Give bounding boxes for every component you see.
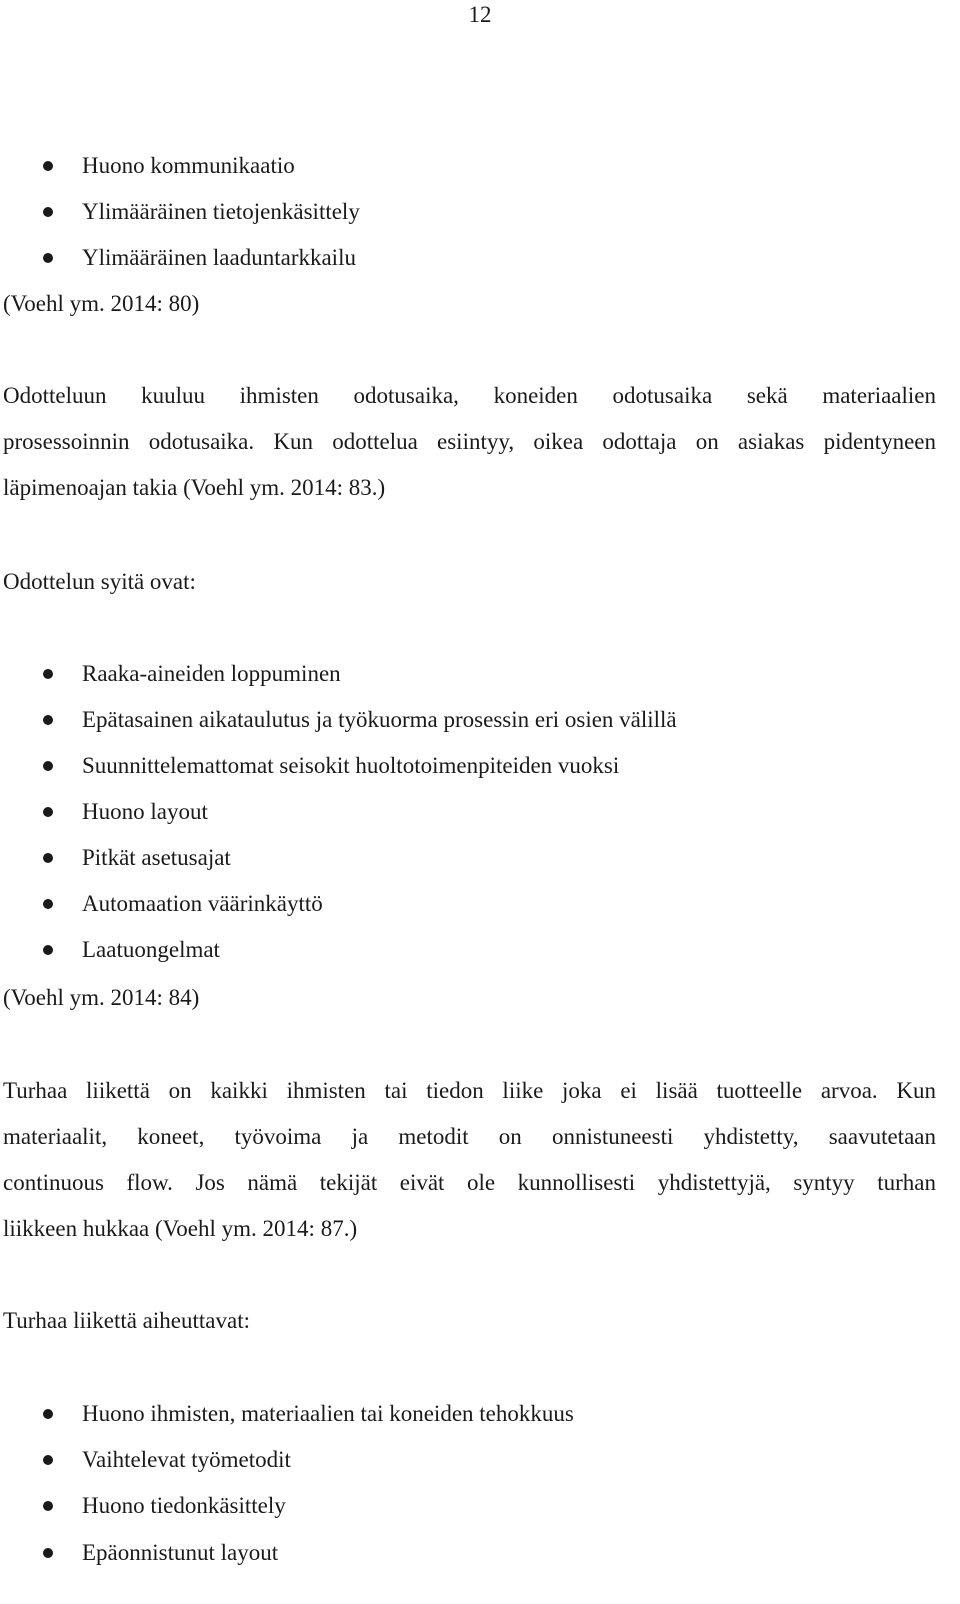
bullet-icon [43,1455,53,1465]
list-item-text: Epätasainen aikataulutus ja työkuorma prosessin eri osien välillä [82,707,677,732]
citation: (Voehl ym. 2014: 80) [3,291,200,316]
list-item-text: Huono tiedonkäsittely [82,1493,286,1518]
bullet-icon [43,161,53,171]
list-item-text: Raaka-aineiden loppuminen [82,661,341,686]
bullet-icon [43,853,53,863]
citation: (Voehl ym. 2014: 84) [3,985,200,1010]
bullet-icon [43,761,53,771]
list-item-text: Suunnittelemattomat seisokit huoltotoimenpiteiden vuoksi [82,753,620,778]
paragraph-line: läpimenoajan takia (Voehl ym. 2014: 83.) [3,475,386,500]
bullet-icon [43,945,53,955]
bullet-icon [43,1548,53,1558]
list-item-text: Vaihtelevat työmetodit [82,1447,291,1472]
list-item-text: Automaation väärinkäyttö [82,891,323,916]
section-heading: Odottelun syitä ovat: [3,569,196,594]
list-item-text: Huono ihmisten, materiaalien tai koneiden tehokkuus [82,1401,574,1426]
paragraph-line: continuous flow. Jos nämä tekijät eivät ole kunnollisesti yhdistettyjä, syntyy turhan [3,1170,936,1195]
list-item-text: Ylimääräinen tietojenkäsittely [82,199,360,224]
bullet-icon [43,715,53,725]
list-item-text: Ylimääräinen laaduntarkkailu [82,245,356,270]
bullet-icon [43,1501,53,1511]
bullet-icon [43,1409,53,1419]
bullet-icon [43,207,53,217]
bullet-icon [43,807,53,817]
list-item-text: Huono layout [82,799,208,824]
paragraph-line: prosessoinnin odotusaika. Kun odottelua esiintyy, oikea odottaja on asiakas pidentyneen [3,429,936,454]
section-heading: Turhaa liikettä aiheuttavat: [3,1308,250,1333]
paragraph-line: Turhaa liikettä on kaikki ihmisten tai tiedon liike joka ei lisää tuotteelle arvoa. Kun [3,1078,936,1103]
bullet-icon [43,899,53,909]
paragraph-line: Odotteluun kuuluu ihmisten odotusaika, koneiden odotusaika sekä materiaalien [3,383,936,408]
paragraph-line: materiaalit, koneet, työvoima ja metodit on onnistuneesti yhdistetty, saavutetaan [3,1124,936,1149]
paragraph-line: liikkeen hukkaa (Voehl ym. 2014: 87.) [3,1216,358,1241]
list-item-text: Huono kommunikaatio [82,153,295,178]
list-item-text: Pitkät asetusajat [82,845,231,870]
page-number: 12 [468,2,492,27]
bullet-icon [43,253,53,263]
bullet-icon [43,669,53,679]
list-item-text: Epäonnistunut layout [82,1540,279,1565]
list-item-text: Laatuongelmat [82,937,220,962]
